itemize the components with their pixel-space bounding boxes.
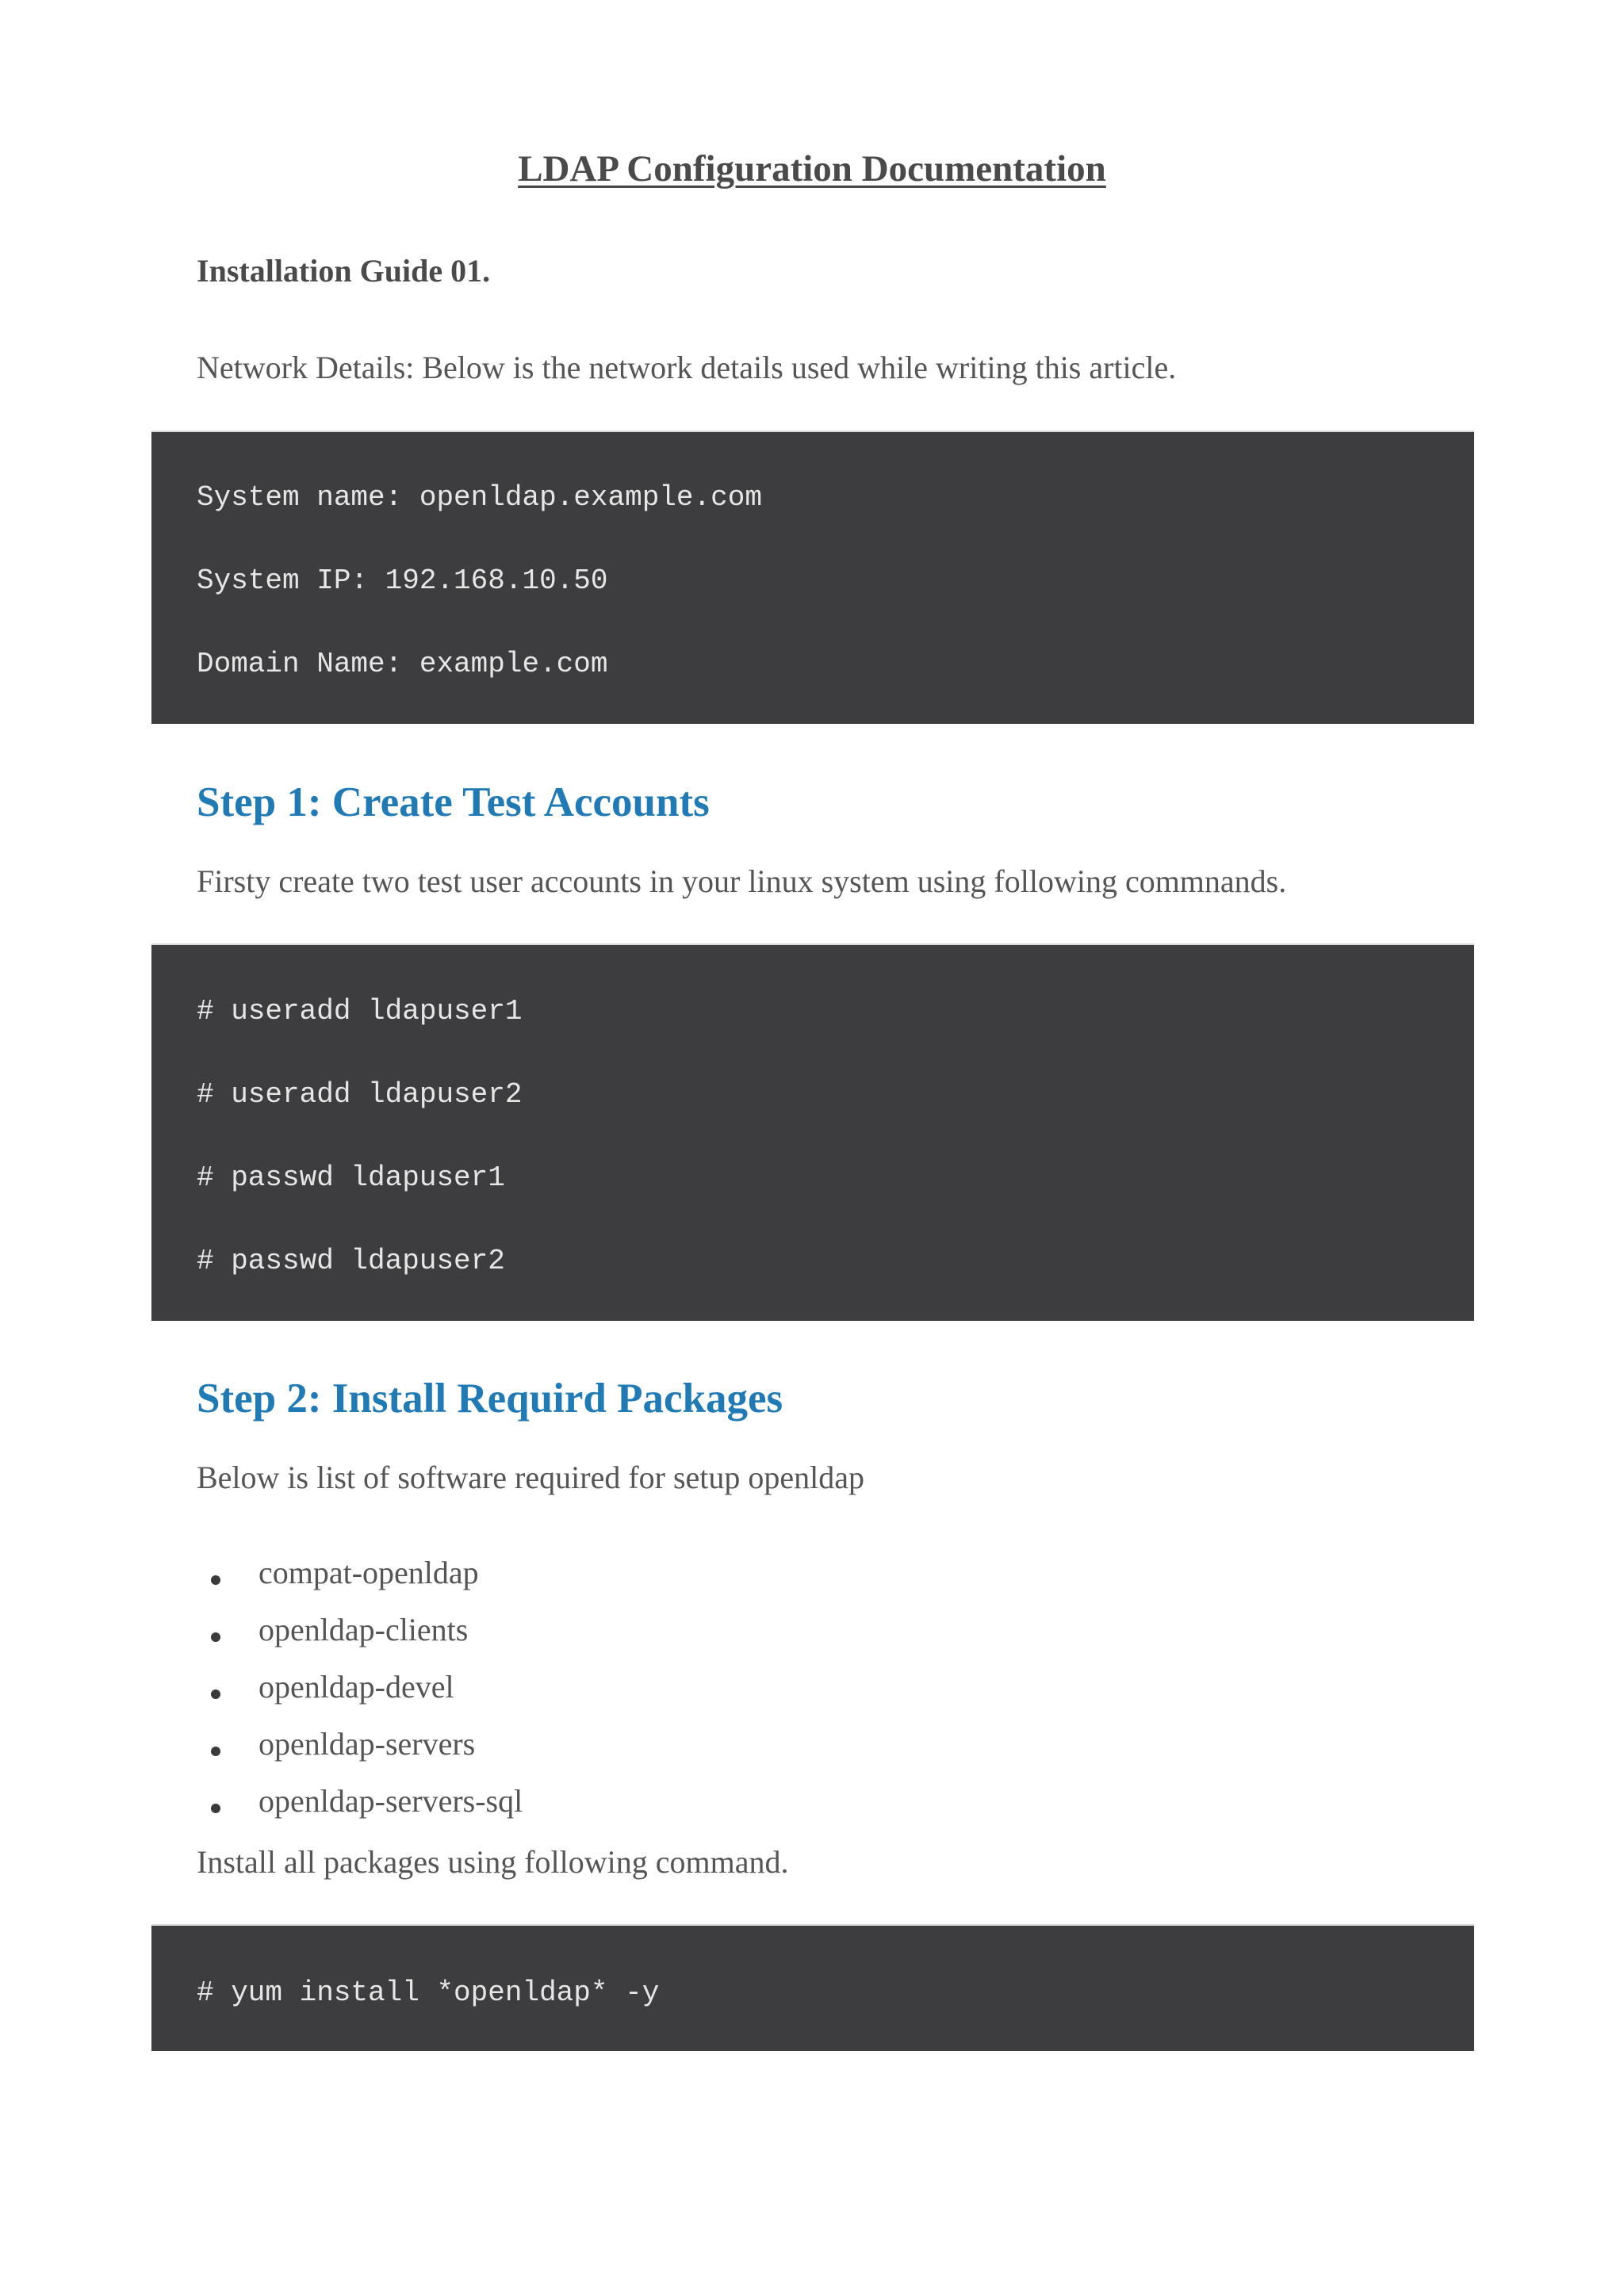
bullet-icon <box>211 1689 220 1699</box>
network-details-text: Network Details: Below is the network details used while writing this article. <box>197 350 1177 385</box>
document-title: LDAP Configuration Documentation <box>518 148 1106 189</box>
package-name: openldap-devel <box>259 1669 454 1705</box>
step-1-text: Firsty create two test user accounts in your linux system using following commnands. <box>197 863 1287 899</box>
step-2-text: Below is list of software required for setup openldap <box>197 1460 865 1495</box>
code-line: System name: openldap.example.com <box>197 481 762 514</box>
install-instruction-text: Install all packages using following command. <box>197 1844 789 1880</box>
install-command-code-block <box>151 1924 1474 2051</box>
network-details-code-block <box>151 430 1474 724</box>
package-name: openldap-servers-sql <box>259 1783 523 1819</box>
code-line: Domain Name: example.com <box>197 648 608 680</box>
package-name: openldap-servers <box>259 1726 476 1762</box>
package-name: openldap-clients <box>259 1612 469 1647</box>
bullet-icon <box>211 1747 220 1756</box>
code-line: # useradd ldapuser2 <box>197 1078 523 1111</box>
bullet-icon <box>211 1804 220 1813</box>
step-1-code-block <box>151 943 1474 1321</box>
code-line: # useradd ldapuser1 <box>197 995 523 1027</box>
bullet-icon <box>211 1575 220 1585</box>
code-line: # yum install *openldap* -y <box>197 1976 660 2009</box>
step-2-heading: Step 2: Install Requird Packages <box>197 1376 783 1422</box>
package-name: compat-openldap <box>259 1555 479 1590</box>
code-line: # passwd ldapuser1 <box>197 1161 505 1194</box>
bullet-icon <box>211 1632 220 1642</box>
code-line: System IP: 192.168.10.50 <box>197 564 608 597</box>
step-1-heading: Step 1: Create Test Accounts <box>197 779 710 825</box>
installation-guide-subtitle: Installation Guide 01. <box>197 253 491 289</box>
code-line: # passwd ldapuser2 <box>197 1245 505 1277</box>
